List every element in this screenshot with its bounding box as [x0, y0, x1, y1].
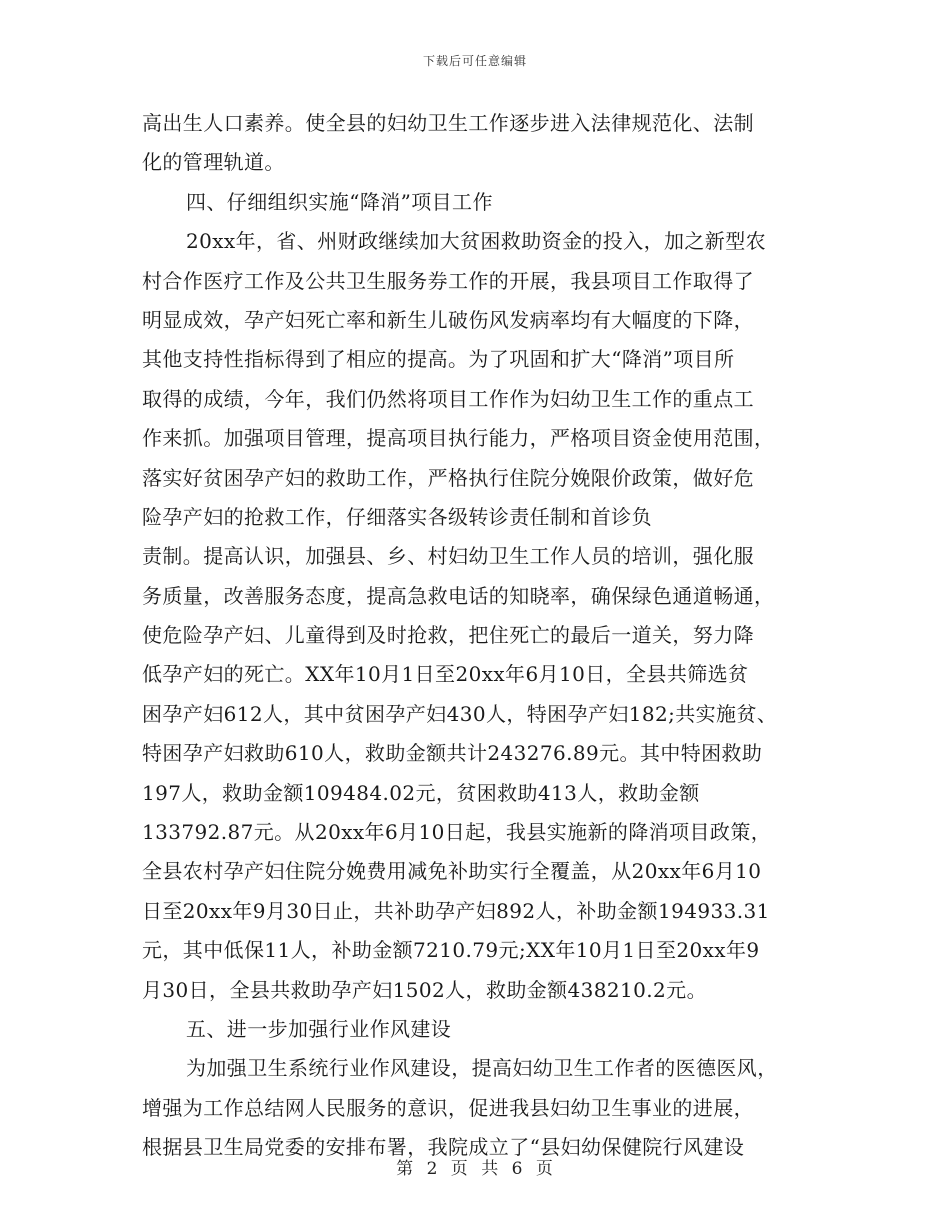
body-line: 133792.87元。从20xx年6月10日起，我县实施新的降消项目政策，	[142, 820, 772, 845]
body-line: 务质量，改善服务态度，提高急救电话的知晓率，确保绿色通道畅通，	[142, 583, 775, 608]
body-line: 全县农村孕产妇住院分娩费用减免补助实行全覆盖，从20xx年6月10	[142, 859, 762, 884]
body-line: 责制。提高认识，加强县、乡、村妇幼卫生工作人员的培训，强化服	[142, 544, 754, 569]
body-line: 使危险孕产妇、儿童得到及时抢救，把住死亡的最后一道关，努力降	[142, 623, 754, 648]
body-line: 根据县卫生局党委的安排布署，我院成立了“县妇幼保健院行风建设	[142, 1135, 745, 1160]
section-heading: 四、仔细组织实施“降消”项目工作	[186, 189, 493, 214]
body-line: 明显成效，孕产妇死亡率和新生儿破伤风发病率均有大幅度的下降，	[142, 307, 754, 332]
body-line: 其他支持性指标得到了相应的提高。为了巩固和扩大“降消”项目所	[142, 347, 735, 372]
body-line: 元，其中低保11人，补助金额7210.79元;XX年10月1日至20xx年9	[142, 938, 760, 963]
body-line: 低孕产妇的死亡。XX年10月1日至20xx年6月10日，全县共筛选贫	[142, 662, 749, 687]
body-line: 为加强卫生系统行业作风建设，提高妇幼卫生工作者的医德医风，	[186, 1056, 778, 1081]
document-body	[142, 104, 808, 1168]
body-line: 高出生人口素养。使全县的妇幼卫生工作逐步进入法律规范化、法制	[142, 111, 754, 135]
body-line: 取得的成绩，今年，我们仍然将项目工作作为妇幼卫生工作的重点工	[142, 386, 754, 411]
body-line: 20xx年，省、州财政继续加大贫困救助资金的投入，加之新型农	[186, 229, 767, 254]
body-line: 特困孕产妇救助610人，救助金额共计243276.89元。其中特困救助	[142, 741, 763, 766]
body-line: 险孕产妇的抢救工作，仔细落实各级转诊责任制和首诊负	[142, 504, 652, 529]
page-header: 下载后可任意编辑	[422, 54, 527, 68]
body-line: 困孕产妇612人，其中贫困孕产妇430人，特困孕产妇182;共实施贫、	[142, 701, 778, 726]
body-line: 村合作医疗工作及公共卫生服务券工作的开展，我县项目工作取得了	[142, 268, 754, 293]
body-line: 197人，救助金额109484.02元，贫困救助413人，救助金额	[142, 780, 700, 805]
body-line: 增强为工作总结网人民服务的意识，促进我县妇幼卫生事业的进展，	[142, 1095, 754, 1120]
section-heading: 五、进一步加强行业作风建设	[186, 1016, 452, 1041]
body-line: 落实好贫困孕产妇的救助工作，严格执行住院分娩限价政策，做好危	[142, 465, 754, 490]
body-line: 日至20xx年9月30日止，共补助孕产妇892人，补助金额194933.31	[142, 898, 770, 923]
body-line: 月30日，全县共救助孕产妇1502人，救助金额438210.2元。	[142, 977, 707, 1002]
body-line: 作来抓。加强项目管理，提高项目执行能力，严格项目资金使用范围，	[142, 426, 775, 451]
page-footer: 第 2 页 共 6 页	[396, 1159, 554, 1179]
body-line: 化的管理轨道。	[142, 150, 285, 175]
